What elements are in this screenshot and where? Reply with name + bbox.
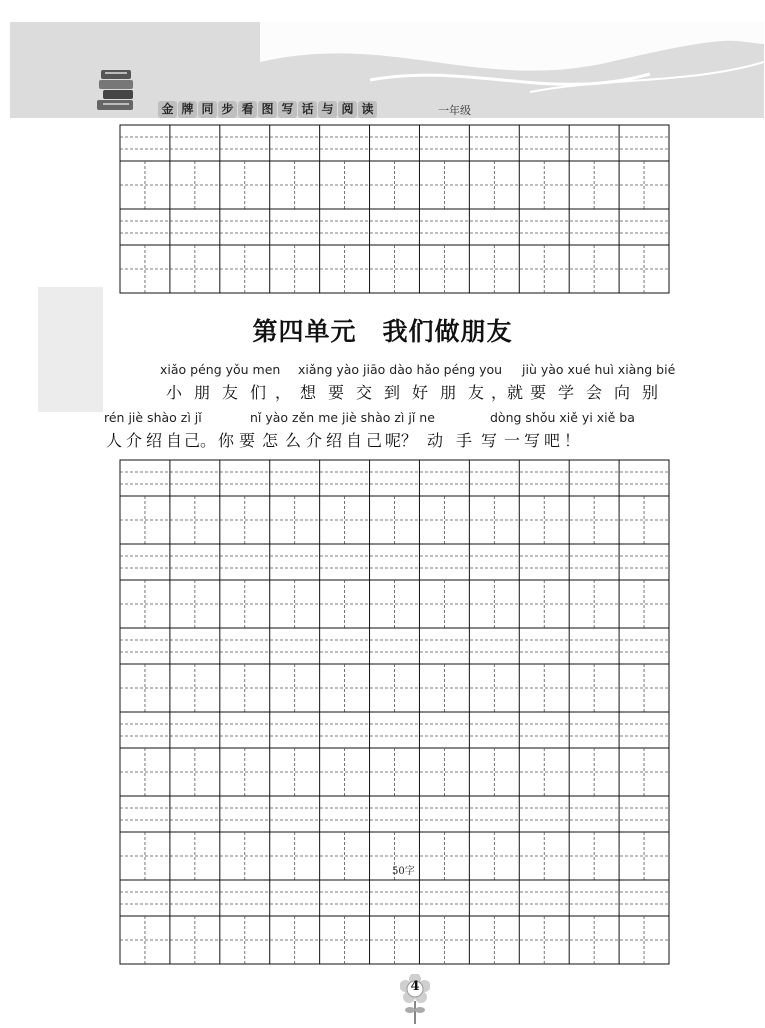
hanzi-char: ！ — [563, 431, 580, 450]
series-title-char: 阅 — [338, 101, 357, 118]
hanzi-char: 介 — [305, 431, 322, 450]
hanzi-char: 一 — [503, 431, 520, 450]
hanzi-char: 别 — [641, 383, 658, 402]
writing-row — [120, 628, 669, 712]
series-title-char: 同 — [198, 101, 217, 118]
page-number-badge — [400, 974, 430, 1024]
series-title-char: 牌 — [178, 101, 197, 118]
hanzi-char: 要 — [529, 383, 546, 402]
pinyin-segment: dòng shǒu xiě yi xiě ba — [490, 410, 635, 425]
hanzi-char: 朋 — [193, 383, 210, 402]
hanzi-char: 己。 — [184, 431, 217, 450]
top-writing-grid — [119, 124, 670, 294]
hanzi-char: 自 — [345, 431, 362, 450]
hanzi-char: 朋 — [439, 383, 456, 402]
left-margin-tab — [38, 287, 103, 412]
passage-line-1 — [160, 380, 664, 403]
series-title — [158, 100, 377, 118]
hanzi-char: 写 — [480, 431, 497, 450]
hanzi-char: 么 — [284, 431, 301, 450]
books-icon — [95, 62, 139, 120]
hanzi-char: 交 — [355, 383, 372, 402]
series-title-char: 图 — [258, 101, 277, 118]
writing-row — [120, 712, 669, 796]
hanzi-char: 动 — [426, 431, 443, 450]
series-title-char: 步 — [218, 101, 237, 118]
hanzi-char: 怎 — [261, 431, 278, 450]
grade-label: 一年级 — [438, 104, 471, 117]
hanzi-char: 绍 — [145, 431, 162, 450]
hanzi-char: 要 — [327, 383, 344, 402]
hanzi-char: 要 — [238, 431, 255, 450]
hanzi-char: 友 — [467, 383, 484, 402]
hanzi-char: ，就 — [490, 383, 523, 402]
hanzi-char: 向 — [613, 383, 630, 402]
series-title-char: 写 — [278, 101, 297, 118]
hanzi-char: 会 — [585, 383, 602, 402]
series-title-char: 话 — [298, 101, 317, 118]
writing-row — [120, 880, 669, 964]
series-title-char: 金 — [158, 101, 177, 118]
hanzi-char: 绍 — [325, 431, 342, 450]
hanzi-char: 自 — [165, 431, 182, 450]
hanzi-char: 们 — [249, 383, 266, 402]
pinyin-segment: nǐ yào zěn me jiè shào zì jǐ ne — [250, 410, 435, 425]
hanzi-char: 介 — [125, 431, 142, 450]
writing-row — [120, 125, 669, 209]
writing-row — [120, 544, 669, 628]
word-count-label: 50字 — [392, 866, 415, 877]
unit-title — [0, 312, 765, 348]
hanzi-char: 人 — [105, 431, 122, 450]
hanzi-char: 己 — [365, 431, 382, 450]
pinyin-segment: xiǎo péng yǒu men — [160, 362, 281, 377]
series-title-char: 读 — [358, 101, 377, 118]
pinyin-segment: xiǎng yào jiāo dào hǎo péng you — [298, 362, 503, 377]
series-title-char: 与 — [318, 101, 337, 118]
pinyin-segment: rén jiè shào zì jǐ — [104, 410, 202, 425]
bottom-writing-grid — [119, 459, 670, 965]
hanzi-char: 写 — [523, 431, 540, 450]
hanzi-char: 友 — [221, 383, 238, 402]
page-number: 4 — [410, 979, 420, 994]
hanzi-char: 手 — [455, 431, 472, 450]
hanzi-char: 好 — [411, 383, 428, 402]
hanzi-char: 你 — [217, 431, 234, 450]
pinyin-segment: jiù yào xué huì xiàng bié — [522, 362, 676, 377]
writing-row — [120, 460, 669, 544]
hanzi-char: 想 — [299, 383, 316, 402]
series-title-char: 看 — [238, 101, 257, 118]
hanzi-char: 吧 — [543, 431, 560, 450]
hanzi-char: 呢？ — [384, 431, 417, 450]
hanzi-char: 到 — [383, 383, 400, 402]
hanzi-char: ， — [274, 383, 291, 402]
writing-row — [120, 209, 669, 293]
hanzi-char: 学 — [557, 383, 574, 402]
passage-line-2 — [104, 428, 582, 451]
unit-name: 我们做朋友 — [382, 317, 513, 346]
unit-number: 第四单元 — [252, 317, 357, 346]
hanzi-char: 小 — [165, 383, 182, 402]
